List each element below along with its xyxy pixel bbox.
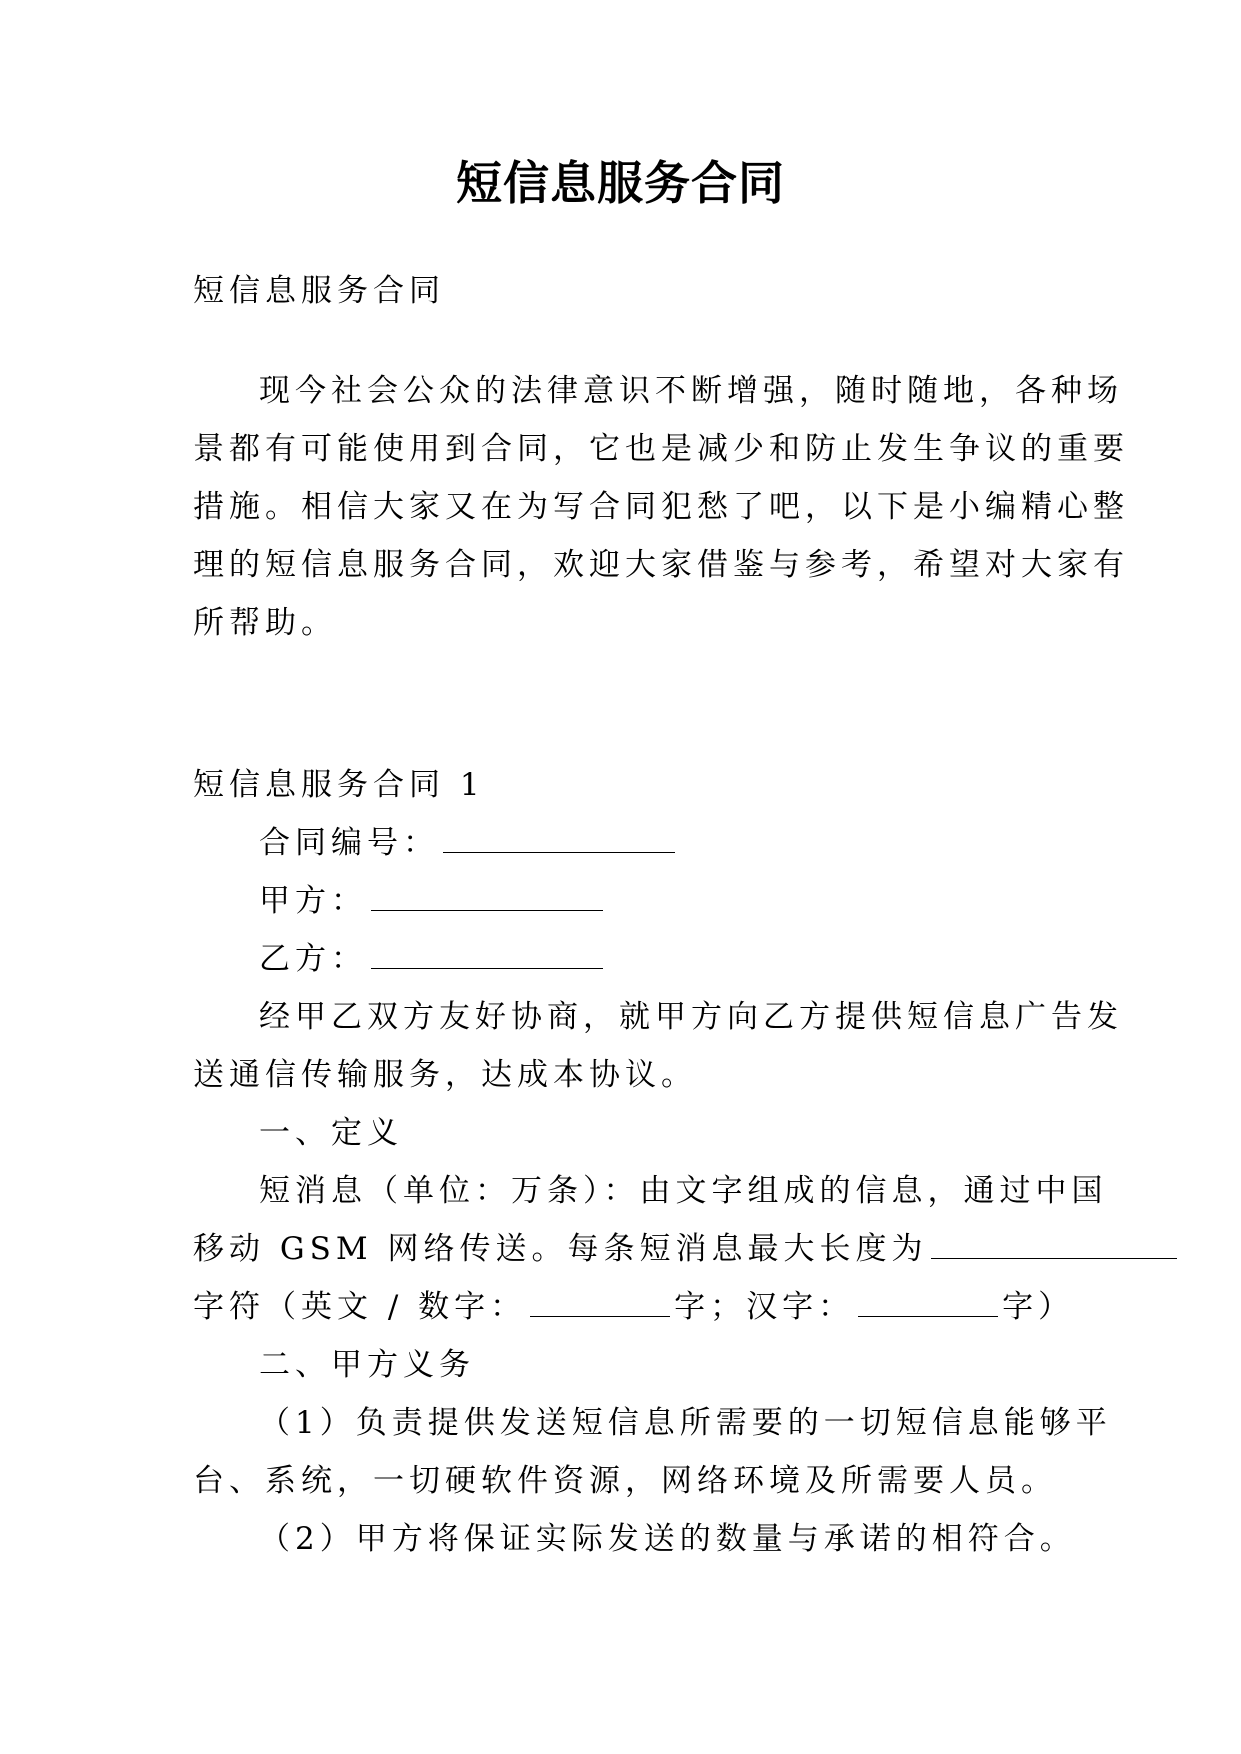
contract-number-row [193,814,1053,872]
contract-section [193,756,1123,1568]
document-subtitle: 短信息服务合同 [193,273,445,309]
party-a-label: 甲方： [259,883,367,919]
intro-line: 现今社会公众的法律意识不断增强，随时随地，各种场 [259,373,1123,409]
max-length-blank [931,1228,1177,1259]
agreement-line: 经甲乙双方友好协商，就甲方向乙方提供短信息广告发 [259,999,1123,1035]
intro-line: 景都有可能使用到合同，它也是减少和防止发生争议的重要 [193,431,1129,467]
document-subtitle-block [193,262,1053,320]
definition-line: 短消息（单位：万条）：由文字组成的信息，通过中国 [259,1173,1108,1209]
chars-label-end: 字） [1002,1289,1075,1325]
document-title: 短信息服务合同 [456,156,785,210]
definition-heading: 一、定义 [259,1115,403,1151]
section-heading: 短信息服务合同 1 [193,767,485,803]
party-a-blank [371,880,603,911]
intro-line: 所帮助。 [193,605,337,641]
party-b-blank [371,938,603,969]
definition-chars-row [193,1278,1075,1336]
party-b-label: 乙方： [259,941,367,977]
chars-label-cn: 字；汉字： [674,1289,855,1325]
party-b-row [193,930,1053,988]
definition-line: 移动 GSM 网络传送。每条短消息最大长度为 [193,1231,928,1267]
party-a-row [193,872,1053,930]
en-chars-blank [530,1286,670,1317]
obligation-line: 台、系统，一切硬软件资源，网络环境及所需要人员。 [193,1463,1057,1499]
obligation-heading: 二、甲方义务 [259,1347,475,1383]
definition-length-row [193,1220,1053,1278]
intro-paragraph [193,362,1129,652]
intro-line: 措施。相信大家又在为写合同犯愁了吧，以下是小编精心整 [193,489,1129,525]
agreement-line: 送通信传输服务，达成本协议。 [193,1057,697,1093]
contract-number-blank [443,822,675,853]
obligation-line: （2）甲方将保证实际发送的数量与承诺的相符合。 [259,1521,1076,1557]
obligation-line: （1）负责提供发送短信息所需要的一切短信息能够平 [259,1405,1112,1441]
contract-number-label: 合同编号： [259,825,439,861]
chars-label-en: 字符（英文 / 数字： [193,1289,527,1325]
intro-line: 理的短信息服务合同，欢迎大家借鉴与参考，希望对大家有 [193,547,1129,583]
cn-chars-blank [858,1286,998,1317]
